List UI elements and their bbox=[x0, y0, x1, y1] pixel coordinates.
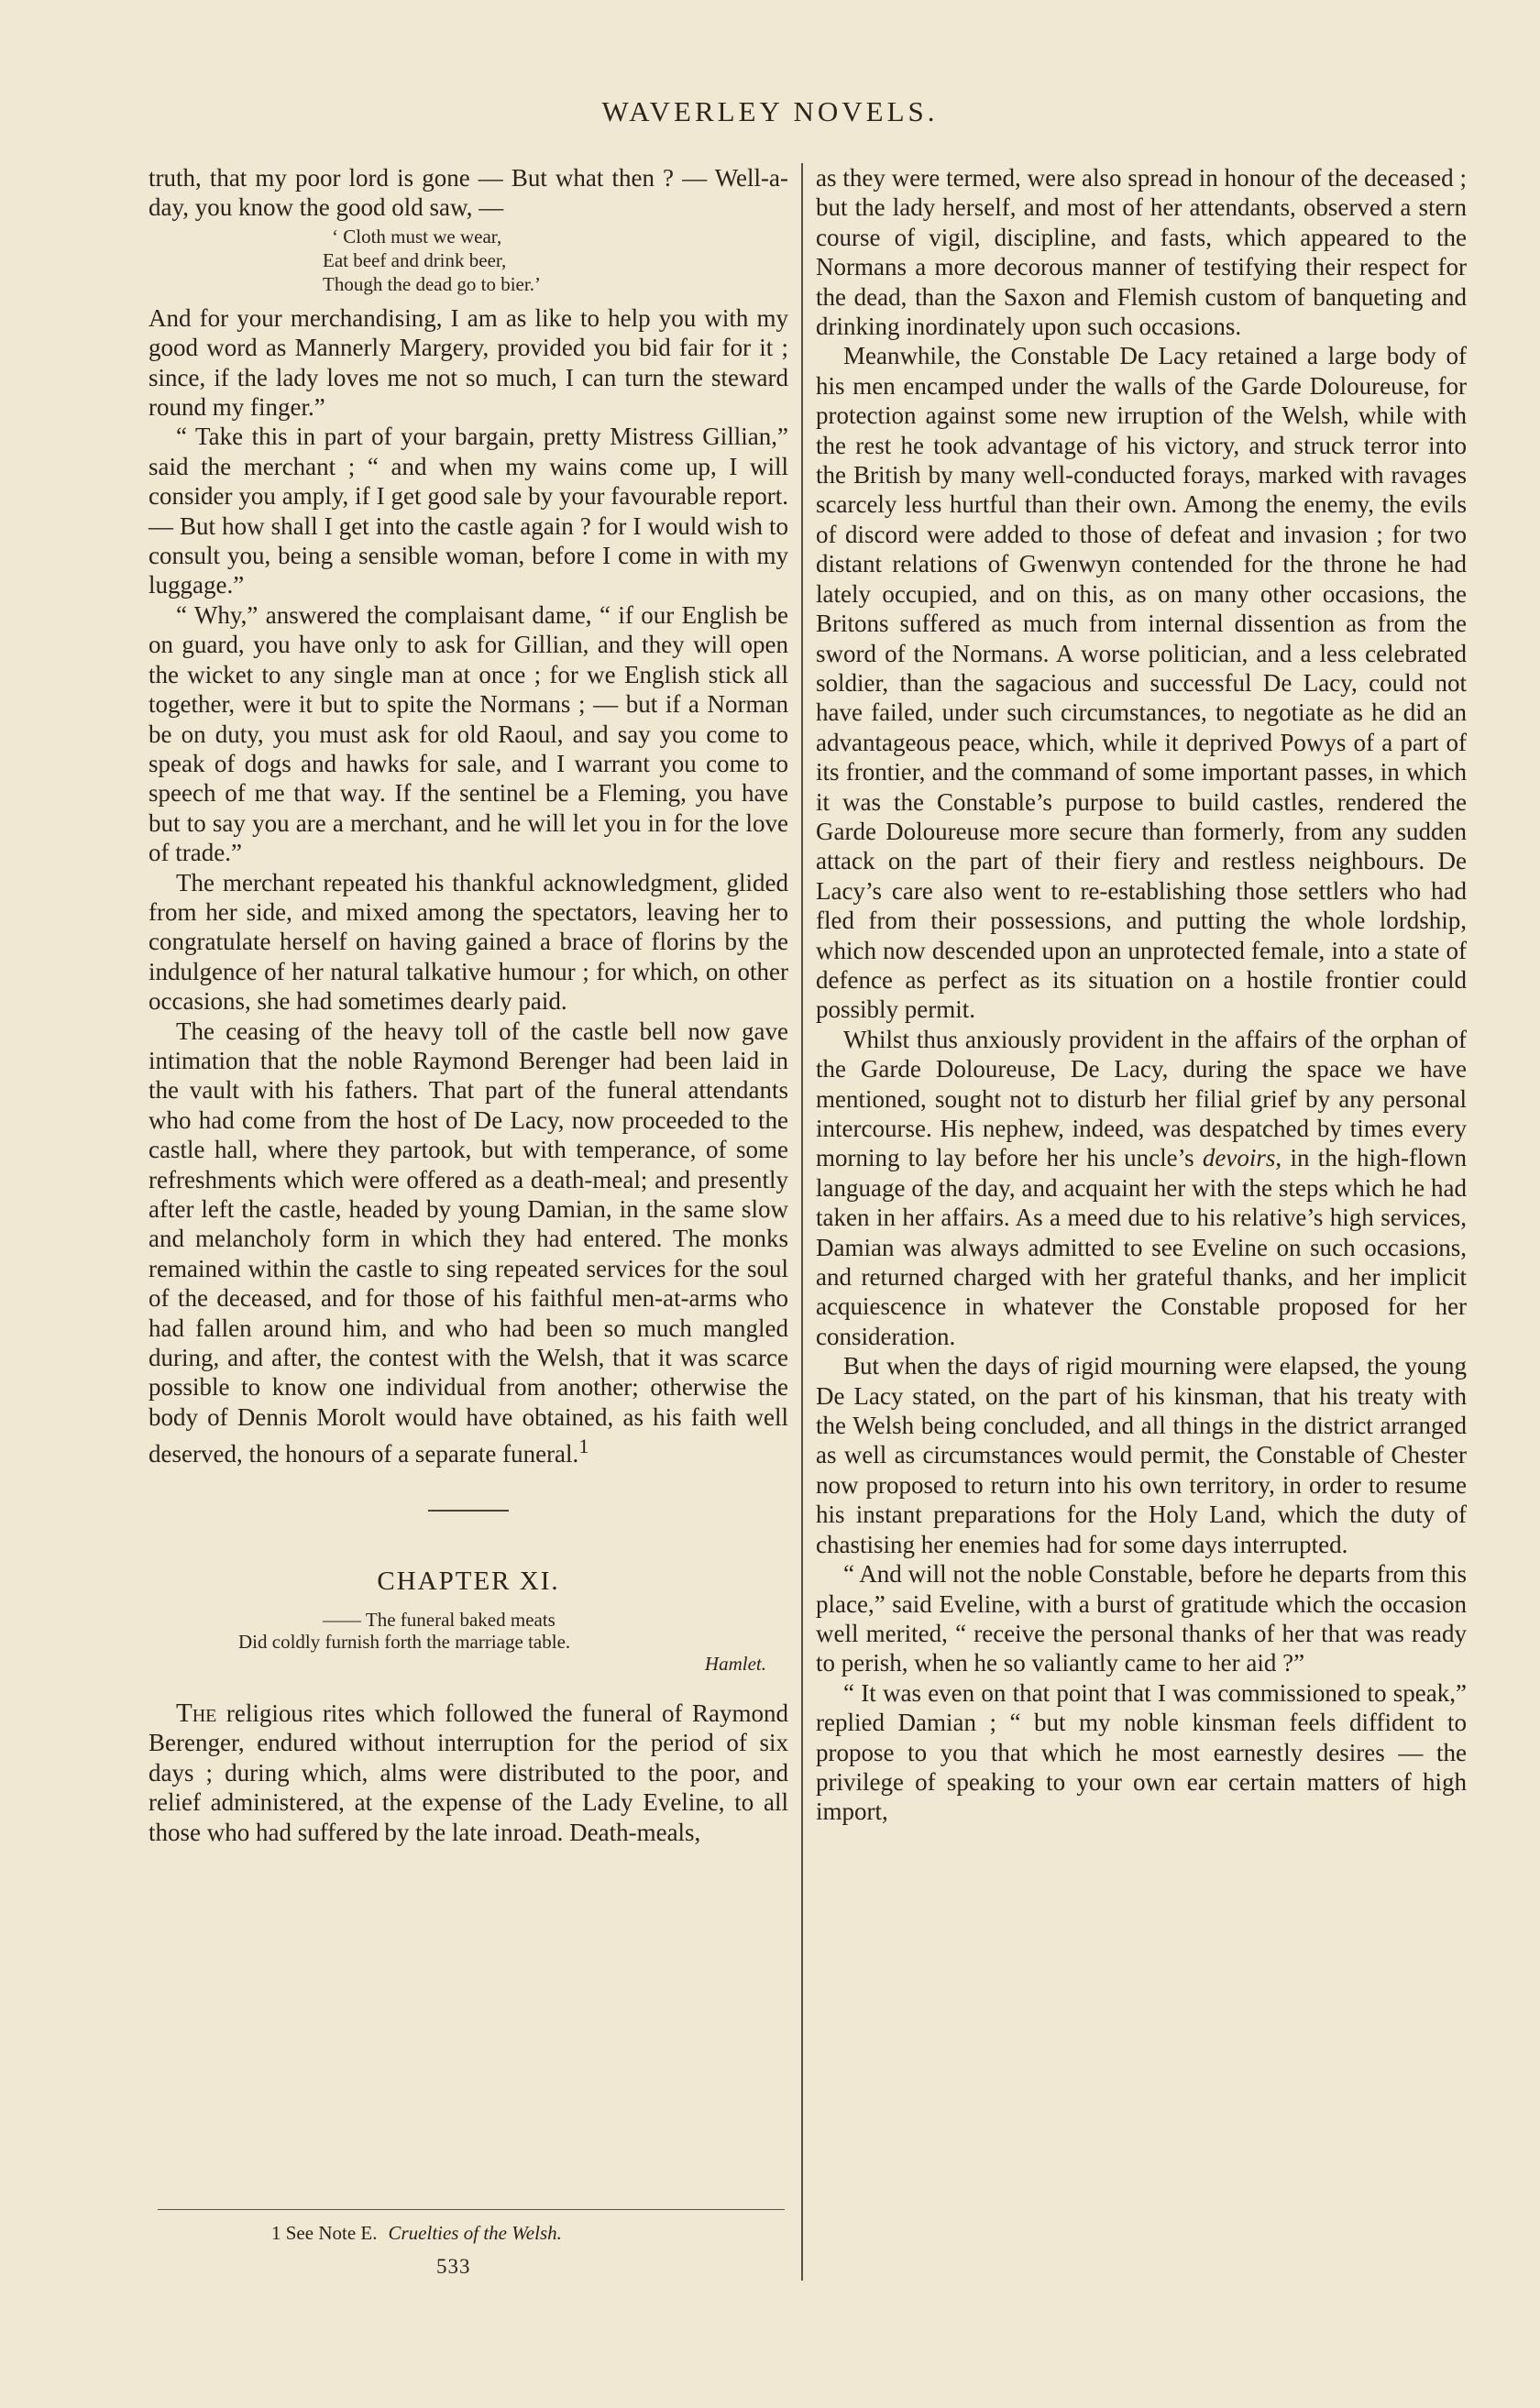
chapter-title: CHAPTER XI. bbox=[377, 1566, 560, 1596]
footnote-number: 1 See Note E. bbox=[271, 2222, 378, 2244]
epigraph bbox=[148, 1609, 766, 1675]
paragraph: “ Why,” answered the complaisant dame, “ if our English be on guard, you have only to ask for Gillian, and they will open the wicket to any single man at once ; for we English stick all together, were it but to spite the Normans ; — but if a Norman be on duty, you must ask for old Raoul, and say you come to speak of dogs and hawks for sale, and I warrant you come to speech of me that way. If the sentinel be a Fleming, you have but to say you are a merchant, and he will let you in for the love of trade.” bbox=[148, 600, 788, 867]
paragraph bbox=[148, 1017, 788, 1469]
verse-quote bbox=[323, 225, 788, 296]
paragraph-text: Whilst thus anxiously provident in the affairs of the orphan of the Garde Doloureuse, De Lacy, during the space we have mentioned, sought not to disturb her filial grief by any personal intercourse. His nephew, indeed, was despatched by times every morning to lay before her his uncle’s bbox=[816, 1025, 1467, 1172]
lead-word: The bbox=[176, 1699, 217, 1729]
column-divider bbox=[801, 163, 803, 2281]
footnote-marker: 1 bbox=[578, 1435, 589, 1458]
epigraph-line: Did coldly furnish forth the marriage table. bbox=[238, 1631, 571, 1654]
paragraph-text: The ceasing of the heavy toll of the castle bell now gave intimation that the noble Raymond Berenger had been laid in the vault with his fathers. That part of the funeral attendants who had come from the host of De Lacy, now proceeded to the castle hall, where they partook, but with temperance, of some refreshments which were offered as a death-meal; and presently after left the castle, headed by young Damian, in the same slow and melancholy form in which they had entered. The monks remained within the castle to sing repeated services for the soul of the deceased, and for those of his faithful men-at-arms who had fallen around him, and who had been so much mangled during, and after, the contest with the Welsh, that it was scarce possible to know one individual from another; otherwise the body of Dennis Morolt would have obtained, as his faith well deserved, the honours of a separate funeral. bbox=[148, 1017, 788, 1468]
paragraph-text: , in the high-flown language of the day, and acquaint her with the steps which he had taken in her affairs. As a meed due to his relative’s high services, Damian was always admitted to see Eveline on such occasions, and returned charged with her grateful thanks, and her implicit acquiescence in whatever the Constable proposed for her consideration. bbox=[816, 1144, 1467, 1350]
verse-line: ‘ Cloth must we wear, bbox=[332, 225, 502, 247]
paragraph: “ And will not the noble Constable, before he departs from this place,” said Eveline, with a burst of gratitude which the occasion well merited, “ receive the personal thanks of her that was ready to perish, when he so valiantly came to her aid ?” bbox=[816, 1560, 1467, 1677]
epigraph-source: Hamlet. bbox=[704, 1653, 766, 1676]
epigraph-line: —— The funeral baked meats bbox=[323, 1609, 556, 1632]
right-column bbox=[816, 163, 1467, 1827]
paragraph: truth, that my poor lord is gone — But what then ? — Well-a-day, you know the good old saw, — bbox=[148, 164, 788, 222]
paragraph: as they were termed, were also spread in honour of the deceased ; but the lady herself, and most of her attendants, observed a stern course of vigil, discipline, and fasts, which appeared to the Normans a more decorous manner of testifying their respect for the dead, than the Saxon and Flemish custom of banqueting and drinking inordinately upon such occasions. bbox=[816, 164, 1467, 341]
paragraph: But when the days of rigid mourning were elapsed, the young De Lacy stated, on the part of his kinsman, that his treaty with the Welsh being concluded, and all things in the district arranged as well as circumstances would permit, the Constable of Chester now proposed to return into his own territory, in order to resume his instant preparations for the Holy Land, which the duty of chastising her enemies had for some days interrupted. bbox=[816, 1352, 1467, 1558]
paragraph: “ It was even on that point that I was commissioned to speak,” replied Damian ; “ but my noble kinsman feels diffident to propose to you that which he most earnestly desires — the privilege of speaking to your own ear certain matters of high import, bbox=[816, 1678, 1467, 1826]
paragraph bbox=[148, 1699, 788, 1847]
paragraph-text: religious rites which followed the funeral of Raymond Berenger, endured without interruption for the period of six days ; during which, alms were distributed to the poor, and relief administered, at the expense of the Lady Eveline, to all those who had suffered by the late inroad. Death-meals, bbox=[148, 1699, 789, 1846]
verse-line: Eat beef and drink beer, bbox=[323, 248, 507, 271]
paragraph bbox=[816, 1025, 1467, 1351]
footnote-rule bbox=[158, 2209, 785, 2210]
paragraph: “ Take this in part of your bargain, pretty Mistress Gillian,” said the merchant ; “ and when my wains come up, I will consider you amply, if I get good sale by your favourable report. — But how shall I get into the castle again ? for I would wish to consult you, being a sensible woman, before I come in with my luggage.” bbox=[148, 423, 788, 599]
verse-line: Though the dead go to bier.’ bbox=[323, 272, 541, 295]
page-number: 533 bbox=[436, 2255, 471, 2278]
paragraph: The merchant repeated his thankful acknowledgment, glided from her side, and mixed among the spectators, leaving her to congratulate herself on having gained a brace of florins by the indulgence of her natural talkative humour ; for which, on other occasions, she had sometimes dearly paid. bbox=[148, 868, 788, 1016]
footnote-text: Cruelties of the Welsh. bbox=[388, 2222, 562, 2244]
paragraph: Meanwhile, the Constable De Lacy retained a large body of his men encamped under the walls of the Garde Doloureuse, for protection against some new irruption of the Welsh, while with the rest he took advantage of his victory, and struck terror into the British by many well-conducted forays, marked with ravages scarcely less hurtful than their own. Among the enemy, the evils of discord were added to those of defeat and invasion ; for two distant relations of Gwenwyn contended for the throne he had lately occupied, and on this, as on many other occasions, the Britons suffered as much from internal dissention as from the sword of the Normans. A worse politician, and a less celebrated soldier, than the sagacious and successful De Lacy, could not have failed, under such circumstances, to negotiate as he did an advantageous peace, which, while it deprived Powys of a part of its frontier, and the command of some important passes, in which it was the Constable’s purpose to build castles, rendered the Garde Doloureuse more secure than formerly, from any sudden attack on the part of their fiery and restless neighbours. De Lacy’s care also went to re-establishing those settlers who had fled from their possessions, and putting the whole lordship, which now descended upon an unprotected female, into a state of defence as perfect as its situation on a hostile frontier could possibly permit. bbox=[816, 342, 1467, 1024]
left-column bbox=[148, 163, 788, 1847]
footnote bbox=[271, 2222, 562, 2245]
paragraph: And for your merchandising, I am as like to help you with my good word as Mannerly Margery, provided you bid fair for it ; since, if the lady loves me not so much, I can turn the steward round my finger.” bbox=[148, 303, 788, 422]
italic-word: devoirs bbox=[1202, 1144, 1276, 1172]
section-separator bbox=[428, 1510, 509, 1512]
running-header: WAVERLEY NOVELS. bbox=[601, 95, 939, 127]
